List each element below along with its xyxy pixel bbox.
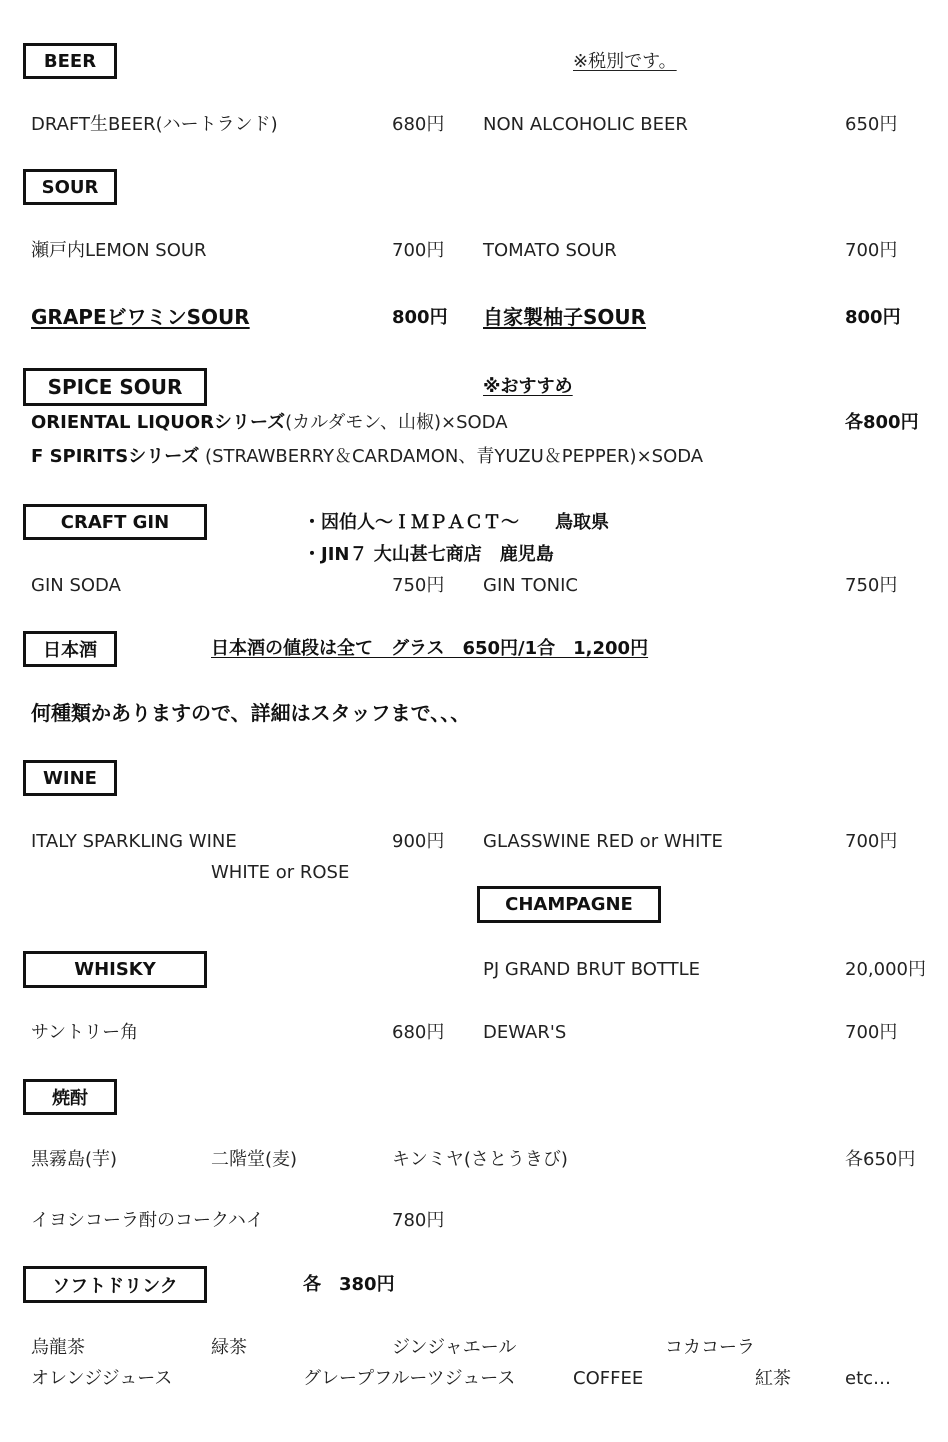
- menu-item-name: 黒霧島(芋): [31, 1149, 118, 1170]
- menu-item-name: etc…: [845, 1368, 892, 1389]
- menu-item-price: 800円: [392, 307, 448, 328]
- spice-line-2: [31, 446, 703, 468]
- menu-item-price: 700円: [392, 240, 445, 261]
- menu-item-price: 800円: [845, 307, 901, 328]
- craft-gin-header: CRAFT GIN: [23, 504, 207, 540]
- sour-header: SOUR: [23, 169, 117, 205]
- menu-item-name: グレープフルーツジュース: [303, 1368, 516, 1389]
- menu-item-name: キンミヤ(さとうきび): [392, 1149, 568, 1170]
- menu-item-price: 各800円: [845, 412, 919, 433]
- menu-item-name: イヨシコーラ酎のコークハイ: [31, 1210, 264, 1231]
- sake-detail: 何種類かありますので、詳細はスタッフまで、、、: [31, 701, 471, 725]
- menu-item-price: 700円: [845, 240, 898, 261]
- menu-item-price: 各650円: [845, 1149, 916, 1170]
- whisky-header: WHISKY: [23, 951, 207, 988]
- menu-item-name: PJ GRAND BRUT BOTTLE: [483, 959, 700, 980]
- menu-item-name: DRAFT生BEER(ハートランド): [31, 114, 278, 135]
- menu-item-name: サントリー角: [31, 1022, 139, 1043]
- soft-drink-price: 各 380円: [303, 1274, 395, 1295]
- menu-item-name: GRAPEビワミンSOUR: [31, 305, 250, 329]
- menu-item-name: TOMATO SOUR: [483, 240, 617, 261]
- menu-item-name: 自家製柚子SOUR: [483, 305, 647, 329]
- menu-item-name: GLASSWINE RED or WHITE: [483, 831, 723, 852]
- wine-sub: WHITE or ROSE: [211, 862, 350, 883]
- menu-item-price: 20,000円: [845, 959, 926, 980]
- menu-item-price: 750円: [845, 575, 898, 596]
- menu-item-name: ITALY SPARKLING WINE: [31, 831, 237, 852]
- menu-item-name: 瀬戸内LEMON SOUR: [31, 240, 207, 261]
- gin-note-2: ・JIN７ 大山甚七商店 鹿児島: [303, 544, 554, 565]
- menu-item-name: 二階堂(麦): [211, 1149, 298, 1170]
- menu-item-price: 780円: [392, 1210, 445, 1231]
- menu-item-price: 680円: [392, 1022, 445, 1043]
- menu-item-price: 700円: [845, 1022, 898, 1043]
- series-name: ORIENTAL LIQUORシリーズ: [31, 412, 286, 433]
- champagne-header: CHAMPAGNE: [477, 886, 661, 923]
- menu-item-name: GIN TONIC: [483, 575, 578, 596]
- menu-item-name: DEWAR'S: [483, 1022, 567, 1043]
- menu-item-price: 750円: [392, 575, 445, 596]
- series-name: F SPIRITSシリーズ: [31, 446, 200, 467]
- sake-header: 日本酒: [23, 631, 117, 667]
- spice-line-1: [31, 412, 508, 434]
- tax-note: ※税別です。: [573, 51, 677, 72]
- spice-sour-header: SPICE SOUR: [23, 368, 207, 406]
- menu-item-name: コカコーラ: [665, 1337, 755, 1358]
- menu-item-name: GIN SODA: [31, 575, 121, 596]
- menu-item-price: 700円: [845, 831, 898, 852]
- menu-item-name: ジンジャエール: [392, 1337, 517, 1358]
- menu-item-price: 680円: [392, 114, 445, 135]
- series-detail: (STRAWBERRY＆CARDAMON、青YUZU＆PEPPER)×SODA: [199, 446, 704, 467]
- menu-item-name: 紅茶: [755, 1368, 791, 1389]
- menu-item-name: 烏龍茶: [31, 1337, 85, 1358]
- soft-drink-header: ソフトドリンク: [23, 1266, 207, 1303]
- menu-item-name: オレンジジュース: [31, 1368, 173, 1389]
- recommend-note: ※おすすめ: [483, 376, 573, 397]
- gin-note-1: ・因伯人～ＩＭＰＡＣＴ～ 鳥取県: [303, 512, 609, 533]
- series-detail: (カルダモン、山椒)×SODA: [285, 412, 508, 433]
- menu-item-name: 緑茶: [211, 1337, 247, 1358]
- menu-item-price: 650円: [845, 114, 898, 135]
- shochu-header: 焼酎: [23, 1079, 117, 1115]
- sake-price-note: 日本酒の値段は全て グラス 650円/1合 1,200円: [211, 638, 649, 659]
- menu-item-name: COFFEE: [573, 1368, 644, 1389]
- beer-header: BEER: [23, 43, 117, 79]
- menu-item-price: 900円: [392, 831, 445, 852]
- menu-item-name: NON ALCOHOLIC BEER: [483, 114, 688, 135]
- wine-header: WINE: [23, 760, 117, 796]
